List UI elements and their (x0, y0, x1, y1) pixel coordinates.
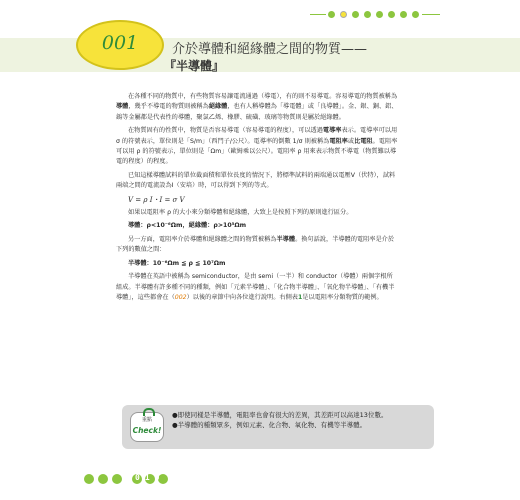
term-conductivity: 電導率 (322, 127, 342, 135)
page-dot (98, 474, 108, 484)
term-specific-resistance: 比電阻 (354, 137, 373, 145)
paragraph-2: 在物質固有的性質中，物質是否容易導電（容易導電的程度），可以透過電導率表示。電導率可以用 σ 的符號表示，單位則是「S/m」（西門子/公尺）。電導率的倒數 1/σ 則被稱為電阻率或比電阻。電阻率可以用 ρ 的符號表示，單位則是「Ωm」（歐姆乘以公尺）。電阻率 ρ 用來表示物質不導電（物質難以導電的程度）的程度。 (116, 127, 398, 166)
term-conductor: 導體 (116, 103, 129, 111)
paragraph-1: 在各種不同的物質中，有些物質容易讓電流通過（導電），有的則不易導電。容易導電的物質被稱為導體，幾乎不導電的物質則被稱為絕緣體，也有人稱導體為「導電體」或「良導體」。金、銀、銅、鋁、鎢等金屬都是代表性的導體，聚氯乙烯、橡膠、硫磺、玻璃等物質則是屬於絕緣體。 (116, 93, 398, 121)
page-title: 介於導體和絕緣體之間的物質—— (172, 42, 368, 57)
check-label: 重點 (141, 417, 152, 423)
term-resistivity: 電阻率 (329, 137, 348, 145)
paragraph-6: 半導體在英語中被稱為 semiconductor，是由 semi（一半）和 conductor（導體）兩個字根所組成。半導體有許多種不同的種類，例如「元素半導體」、「化合物半導體」、「氧化物半導體」、「有機半導體」，這些都會在（002）以後的章節中向各位進行說明。右側表1是以電阻率分類物質的範例。 (116, 273, 395, 301)
table-reference: 1 (297, 293, 303, 301)
paragraph-4: 如果以電阻率 ρ 的大小來分類導體和絕緣體，大致上是按照下列的原則進行區分。 (128, 209, 353, 217)
paragraph-3: 已知這樣導體試料的單位截面積和單位長度的情況下，將標準試料的兩端通以電壓V（伏特），試料兩端之間的電流設為I（安培）時，可以得到下列的等式。 (116, 171, 396, 190)
body-text (116, 92, 398, 306)
term-insulator: 絕緣體 (208, 103, 228, 111)
formula: V = ρ I・I = σ V (128, 195, 185, 204)
section-reference-link[interactable]: 002 (174, 293, 187, 301)
header-dots-decoration (310, 10, 440, 20)
paragraph-5: 另一方面，電阻率介於導體和絕緣體之間的物質被稱為半導體。換句話說，半導體的電阻率是介於下列的數值之間： (116, 235, 395, 254)
classification-conductor-insulator: 導體：ρ<10⁻⁶Ωm，絕緣體：ρ>10⁵Ωm (128, 222, 247, 230)
check-point-1: ●即使同樣是半導體，電阻率也會有很大的差異，其差距可以高達13位數。 (172, 411, 388, 419)
section-number: 001 (101, 32, 139, 54)
lock-icon (143, 408, 155, 416)
page-number: 010 (135, 473, 165, 482)
classification-semiconductor: 半導體：10⁻⁶Ωm ≦ ρ ≦ 10⁷Ωm (128, 259, 226, 267)
check-point-2: ●半導體的種類眾多，例如元素、化合物、氧化物、有機等半導體。 (172, 421, 367, 429)
page-dot (112, 474, 122, 484)
term-semiconductor: 半導體 (276, 235, 296, 243)
page-dot (84, 474, 94, 484)
check-word: Check! (132, 426, 162, 435)
page-subtitle: 『半導體』 (164, 59, 225, 73)
check-points (172, 410, 430, 430)
